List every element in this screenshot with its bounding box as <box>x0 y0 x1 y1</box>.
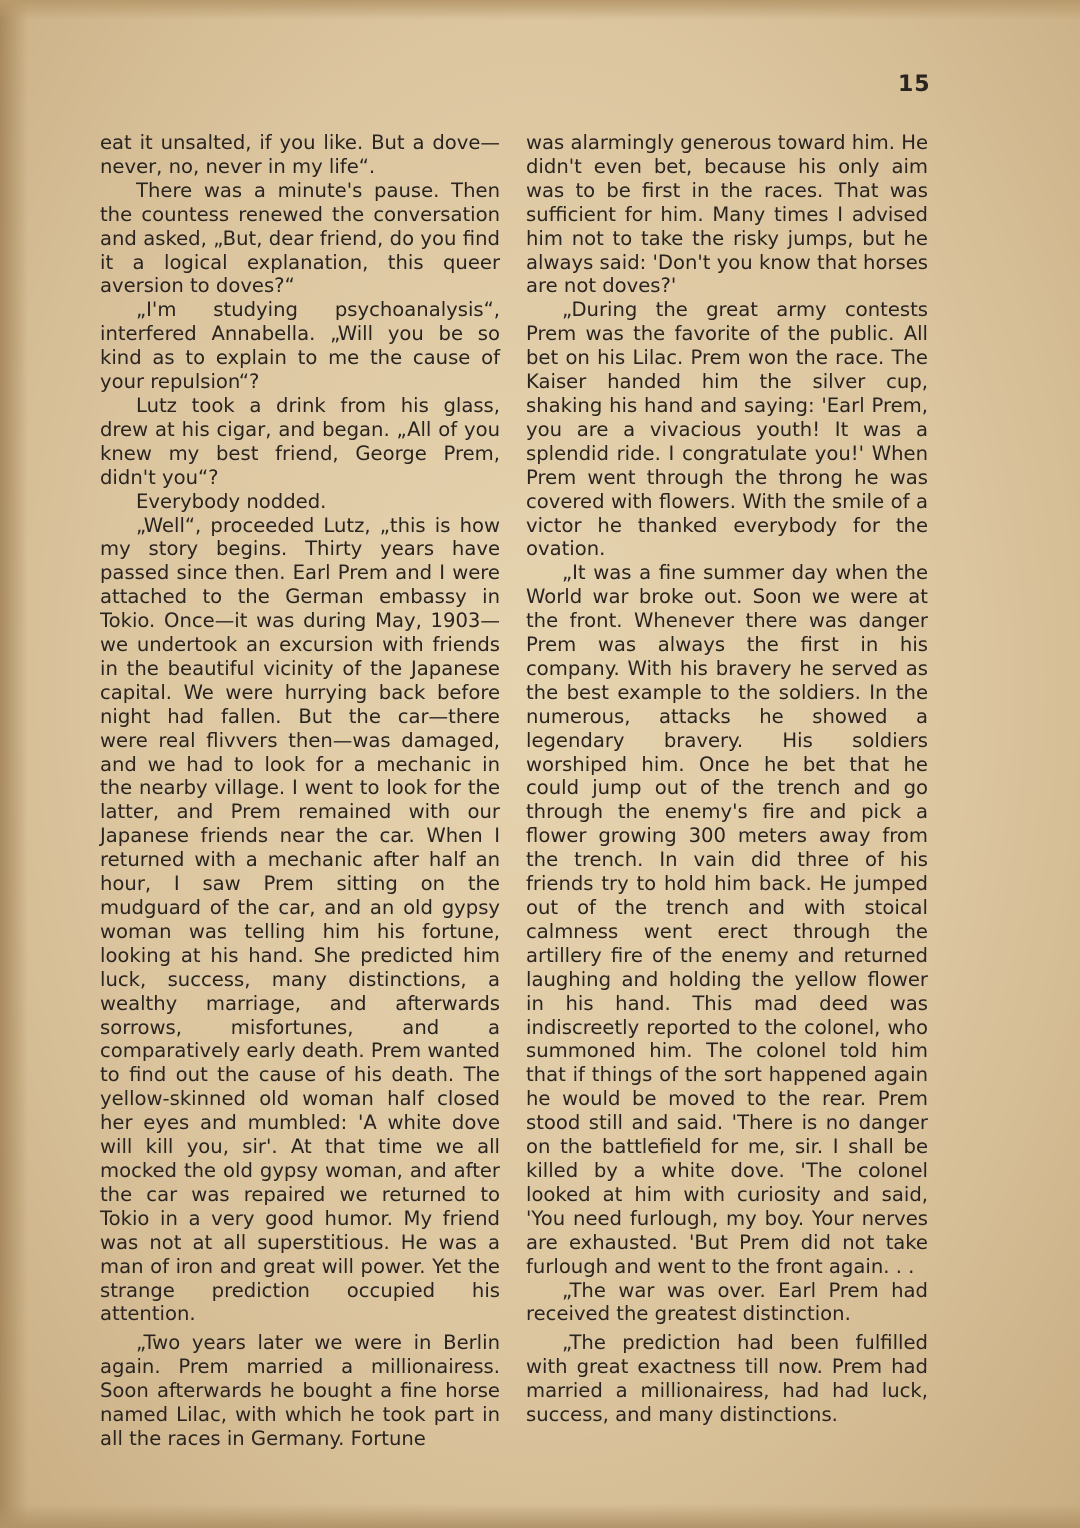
paragraph: „It was a fine summer day when the World war broke out. Soon we were at the front. Whenever there was danger Prem was always the first in his company. With his bravery he served as the best example to the soldiers. In the numerous, attacks he showed a legendary bravery. His soldiers worshiped him. Once he bet that he could jump out of the trench and go through the enemy's fire and pick a flower growing 300 meters away from the trench. In vain did three of his friends try to hold him back. He jumped out of the trench and with stoical calmness went erect through the artillery fire of the enemy and returned laughing and holding the yellow flower in his hand. This mad deed was indiscreetly reported to the colonel, who summoned him. The colonel told him that if things of the sort happened again he would be moved to the rear. Prem stood still and said. 'There is no danger on the battlefield for me, sir. I shall be killed by a white dove. 'The colonel looked at him with curiosity and said, 'You need furlough, my boy. Your nerves are exhausted. 'But Prem did not take furlough and went to the front again. . . <box>526 561 928 1278</box>
paragraph: „Well“, proceeded Lutz, „this is how my story begins. Thirty years have passed since then. Earl Prem and I were attached to the German embassy in Tokio. Once—it was during May, 1903—we undertook an excursion with friends in the beautiful vicinity of the Japanese capital. We were hurrying back before night had fallen. But the car—there were real flivvers then—was damaged, and we had to look for a mechanic in the nearby village. I went to look for the latter, and Prem remained with our Japanese friends near the car. When I returned with a mechanic after half an hour, I saw Prem sitting on the mudguard of the car, and an old gypsy woman was telling him his fortune, looking at his hand. She predicted him luck, success, many distinctions, a wealthy marriage, and afterwards sorrows, misfortunes, and a comparatively early death. Prem wanted to find out the cause of his death. The yellow-skinned old woman half closed her eyes and mumbled: 'A white dove will kill you, sir'. At that time we all mocked the old gypsy woman, and after the car was repaired we returned to Tokio in a very good humor. My friend was not at all superstitious. He was a man of iron and great will power. Yet the strange prediction occupied his attention. <box>100 513 500 1326</box>
paragraph: „The war was over. Earl Prem had received the greatest distinction. <box>526 1278 928 1326</box>
paragraph: Everybody nodded. <box>136 489 327 513</box>
paragraph: was alarmingly generous toward him. He didn't even bet, because his only aim was to be first in the races. That was sufficient for him. Many times I advised him not to take the risky jumps, but he always said: 'Don't you know that horses are not doves?' <box>526 131 928 298</box>
paragraph: „The prediction had been fulfilled with great exactness till now. Prem had married a millionairess, had had luck, success, and many distinctions. <box>526 1331 928 1427</box>
paragraph: There was a minute's pause. Then the countess renewed the conversation and asked, „But, dear friend, do you find it a logical explanation, this queer aversion to doves?“ <box>100 178 500 298</box>
right-column <box>526 131 928 1427</box>
page-top-edge-shadow <box>0 0 1080 20</box>
page-left-edge-shadow <box>0 0 28 1528</box>
paragraph: „I'm studying psychoanalysis“, interfered Annabella. „Will you be so kind as to explain to me the cause of your repulsion“? <box>100 298 500 394</box>
page-bottom-edge-shadow <box>0 1504 1080 1528</box>
page-number: 15 <box>898 72 931 97</box>
paragraph: Lutz took a drink from his glass, drew at his cigar, and began. „All of you knew my best friend, George Prem, didn't you“? <box>100 393 500 489</box>
paragraph: „Two years later we were in Berlin again. Prem married a millionairess. Soon afterwards he bought a fine horse named Lilac, with which he took part in all the races in Germany. Fortune <box>100 1331 500 1450</box>
left-column <box>100 131 500 1451</box>
paragraph: eat it unsalted, if you like. But a dove—never, no, never in my life“. <box>100 131 500 178</box>
paragraph: „During the great army contests Prem was the favorite of the public. All bet on his Lilac. Prem won the race. The Kaiser handed him the silver cup, shaking his hand and saying: 'Earl Prem, you are a vivacious youth! It was a splendid ride. I congratulate you!' When Prem went through the throng he was covered with flowers. With the smile of a victor he thanked everybody for the ovation. <box>526 298 928 561</box>
